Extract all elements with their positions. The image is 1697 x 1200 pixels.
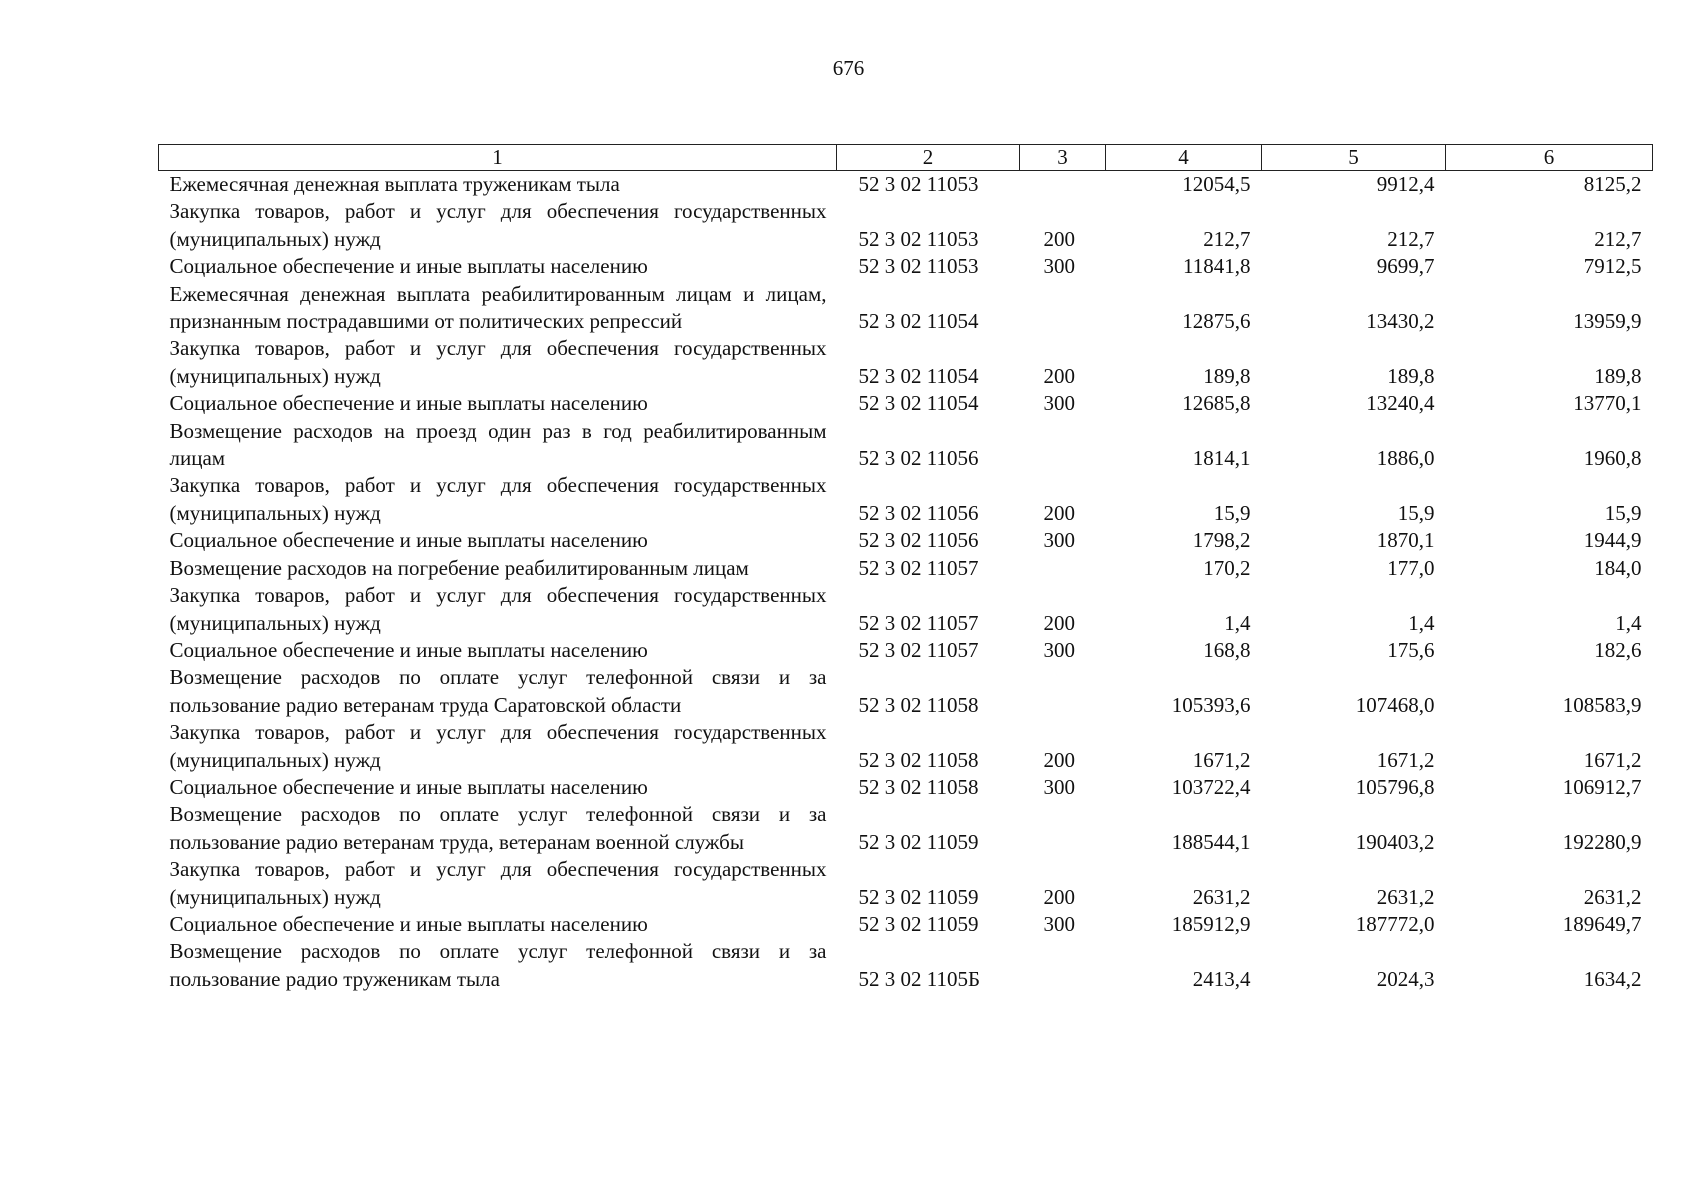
row-target-code: 52 3 02 11057 <box>858 610 979 635</box>
table-row <box>159 582 1653 637</box>
row-value-col5: 190403,2 <box>1355 829 1435 854</box>
row-value-col4: 168,8 <box>1203 637 1251 662</box>
row-target-code: 52 3 02 11054 <box>858 309 979 334</box>
table-row <box>159 856 1653 911</box>
table-row <box>159 527 1653 554</box>
row-value-col6: 1,4 <box>1615 610 1642 635</box>
table-row <box>159 719 1653 774</box>
row-target-code: 52 3 02 11054 <box>858 363 979 388</box>
row-value-col4: 212,7 <box>1203 226 1251 251</box>
row-target-code: 52 3 02 11054 <box>858 391 979 416</box>
table-row <box>159 938 1653 993</box>
table-row <box>159 253 1653 280</box>
row-target-code: 52 3 02 11053 <box>858 226 979 251</box>
row-value-col6: 1944,9 <box>1583 528 1642 553</box>
row-name: Возмещение расходов на проезд один раз в год реабилитированным лицам <box>169 418 827 471</box>
table-row <box>159 390 1653 417</box>
row-value-col4: 12685,8 <box>1182 391 1251 416</box>
row-name: Возмещение расходов на погребение реабилитированным лицам <box>169 555 749 580</box>
row-name: Ежемесячная денежная выплата труженикам тыла <box>169 172 620 196</box>
row-value-col6: 2631,2 <box>1583 884 1642 909</box>
row-expense-type: 300 <box>1043 254 1075 279</box>
row-expense-type <box>1020 938 1106 993</box>
row-target-code: 52 3 02 11059 <box>858 829 979 854</box>
row-expense-type: 300 <box>1043 528 1075 553</box>
row-value-col6: 192280,9 <box>1562 829 1642 854</box>
row-name: Закупка товаров, работ и услуг для обеспечения государственных (муниципальных) нужд <box>169 583 827 635</box>
row-value-col6: 184,0 <box>1594 555 1642 580</box>
row-target-code: 52 3 02 11059 <box>858 911 979 936</box>
table-row <box>159 774 1653 801</box>
row-value-col6: 1634,2 <box>1583 966 1642 991</box>
budget-table <box>158 144 1653 993</box>
row-expense-type: 300 <box>1043 911 1075 936</box>
table-row <box>159 637 1653 664</box>
table-row <box>159 335 1653 390</box>
row-expense-type: 200 <box>1043 747 1075 772</box>
row-value-col5: 1870,1 <box>1376 528 1435 553</box>
table-row <box>159 472 1653 527</box>
row-value-col4: 170,2 <box>1203 555 1251 580</box>
row-value-col5: 1886,0 <box>1376 446 1435 471</box>
row-value-col4: 11841,8 <box>1183 254 1251 279</box>
row-value-col5: 187772,0 <box>1355 911 1435 936</box>
row-target-code: 52 3 02 11059 <box>858 884 979 909</box>
row-target-code: 52 3 02 11058 <box>858 774 979 799</box>
row-name: Социальное обеспечение и иные выплаты населению <box>169 911 648 936</box>
row-expense-type <box>1020 418 1106 473</box>
row-value-col6: 189,8 <box>1594 363 1642 388</box>
row-value-col6: 106912,7 <box>1562 774 1642 799</box>
row-value-col5: 13240,4 <box>1366 391 1435 416</box>
table-header <box>159 145 1653 171</box>
row-expense-type: 200 <box>1043 226 1075 251</box>
row-value-col4: 1814,1 <box>1192 446 1251 471</box>
row-expense-type: 200 <box>1043 610 1075 635</box>
table-row <box>159 911 1653 938</box>
row-value-col5: 15,9 <box>1397 500 1435 525</box>
column-header-2: 2 <box>837 145 1020 171</box>
table-row <box>159 418 1653 473</box>
row-target-code: 52 3 02 1105Б <box>858 966 981 991</box>
row-value-col4: 103722,4 <box>1171 774 1251 799</box>
row-name: Социальное обеспечение и иные выплаты населению <box>169 637 648 662</box>
row-expense-type: 200 <box>1043 884 1075 909</box>
row-value-col5: 1,4 <box>1408 610 1435 635</box>
row-value-col5: 9699,7 <box>1376 254 1435 279</box>
row-value-col5: 107468,0 <box>1355 692 1435 717</box>
row-name: Возмещение расходов по оплате услуг телефонной связи и за пользование радио ветеранам труда, ветеранам военной службы <box>169 802 827 854</box>
row-target-code: 52 3 02 11056 <box>858 500 979 525</box>
row-value-col6: 1960,8 <box>1583 446 1642 471</box>
row-name: Возмещение расходов по оплате услуг телефонной связи и за пользование радио труженикам тыла <box>169 939 827 991</box>
row-value-col4: 185912,9 <box>1171 911 1251 936</box>
row-value-col4: 105393,6 <box>1171 692 1251 717</box>
row-name: Социальное обеспечение и иные выплаты населению <box>169 254 648 279</box>
row-value-col4: 12875,6 <box>1182 309 1251 334</box>
column-header-4: 4 <box>1106 145 1262 171</box>
row-expense-type <box>1020 801 1106 856</box>
row-value-col5: 105796,8 <box>1355 774 1435 799</box>
row-value-col6: 108583,9 <box>1562 692 1642 717</box>
row-expense-type <box>1020 555 1106 582</box>
row-name: Закупка товаров, работ и услуг для обеспечения государственных (муниципальных) нужд <box>169 199 827 251</box>
row-name: Закупка товаров, работ и услуг для обеспечения государственных (муниципальных) нужд <box>169 473 827 525</box>
row-name: Закупка товаров, работ и услуг для обеспечения государственных (муниципальных) нужд <box>169 857 827 909</box>
row-target-code: 52 3 02 11057 <box>858 637 979 662</box>
row-name: Социальное обеспечение и иные выплаты населению <box>169 774 648 799</box>
row-value-col5: 9912,4 <box>1376 172 1435 196</box>
column-header-1: 1 <box>159 145 837 171</box>
row-value-col4: 12054,5 <box>1182 172 1251 196</box>
page-number: 676 <box>832 56 865 80</box>
row-name: Социальное обеспечение и иные выплаты населению <box>169 391 648 416</box>
row-expense-type <box>1020 281 1106 336</box>
row-name: Возмещение расходов по оплате услуг телефонной связи и за пользование радио ветеранам труда Саратовской области <box>169 665 827 717</box>
row-value-col4: 1671,2 <box>1192 747 1251 772</box>
row-name: Закупка товаров, работ и услуг для обеспечения государственных (муниципальных) нужд <box>169 720 827 772</box>
row-value-col6: 182,6 <box>1594 637 1642 662</box>
table-body <box>159 171 1653 994</box>
row-target-code: 52 3 02 11056 <box>858 528 979 553</box>
row-value-col4: 188544,1 <box>1171 829 1251 854</box>
row-value-col5: 189,8 <box>1387 363 1435 388</box>
row-value-col6: 15,9 <box>1604 500 1642 525</box>
row-value-col5: 1671,2 <box>1376 747 1435 772</box>
table-row <box>159 555 1653 582</box>
row-value-col4: 189,8 <box>1203 363 1251 388</box>
row-expense-type: 300 <box>1043 774 1075 799</box>
row-value-col5: 212,7 <box>1387 226 1435 251</box>
row-value-col5: 2631,2 <box>1376 884 1435 909</box>
row-target-code: 52 3 02 11058 <box>858 692 979 717</box>
row-target-code: 52 3 02 11056 <box>858 446 979 471</box>
table-row <box>159 664 1653 719</box>
row-expense-type <box>1020 171 1106 199</box>
row-value-col5: 2024,3 <box>1376 966 1435 991</box>
row-value-col5: 13430,2 <box>1366 309 1435 334</box>
row-value-col5: 175,6 <box>1387 637 1435 662</box>
table-row <box>159 198 1653 253</box>
column-header-3: 3 <box>1020 145 1106 171</box>
row-value-col4: 1798,2 <box>1192 528 1251 553</box>
row-value-col4: 2631,2 <box>1192 884 1251 909</box>
table-row <box>159 801 1653 856</box>
row-target-code: 52 3 02 11053 <box>858 254 979 279</box>
column-header-5: 5 <box>1262 145 1446 171</box>
row-name: Закупка товаров, работ и услуг для обеспечения государственных (муниципальных) нужд <box>169 336 827 388</box>
row-value-col4: 1,4 <box>1224 610 1251 635</box>
table-row <box>159 281 1653 336</box>
header-row <box>159 145 1653 171</box>
row-name: Ежемесячная денежная выплата реабилитированным лицам и лицам, признанным пострадавшими от политических репрессий <box>169 281 827 334</box>
row-expense-type: 300 <box>1043 637 1075 662</box>
row-value-col6: 1671,2 <box>1583 747 1642 772</box>
column-header-6: 6 <box>1446 145 1653 171</box>
row-expense-type: 200 <box>1043 500 1075 525</box>
row-target-code: 52 3 02 11053 <box>858 172 979 196</box>
row-value-col6: 13959,9 <box>1573 309 1642 334</box>
row-value-col4: 2413,4 <box>1192 966 1251 991</box>
row-value-col6: 189649,7 <box>1562 911 1642 936</box>
row-expense-type: 200 <box>1043 363 1075 388</box>
row-expense-type: 300 <box>1043 391 1075 416</box>
row-value-col6: 13770,1 <box>1573 391 1642 416</box>
row-expense-type <box>1020 664 1106 719</box>
table-row <box>159 171 1653 199</box>
row-value-col4: 15,9 <box>1213 500 1251 525</box>
row-value-col5: 177,0 <box>1387 555 1435 580</box>
row-name: Социальное обеспечение и иные выплаты населению <box>169 528 648 553</box>
row-value-col6: 212,7 <box>1594 226 1642 251</box>
row-value-col6: 8125,2 <box>1583 172 1642 196</box>
row-value-col6: 7912,5 <box>1583 254 1642 279</box>
row-target-code: 52 3 02 11058 <box>858 747 979 772</box>
row-target-code: 52 3 02 11057 <box>858 555 979 580</box>
